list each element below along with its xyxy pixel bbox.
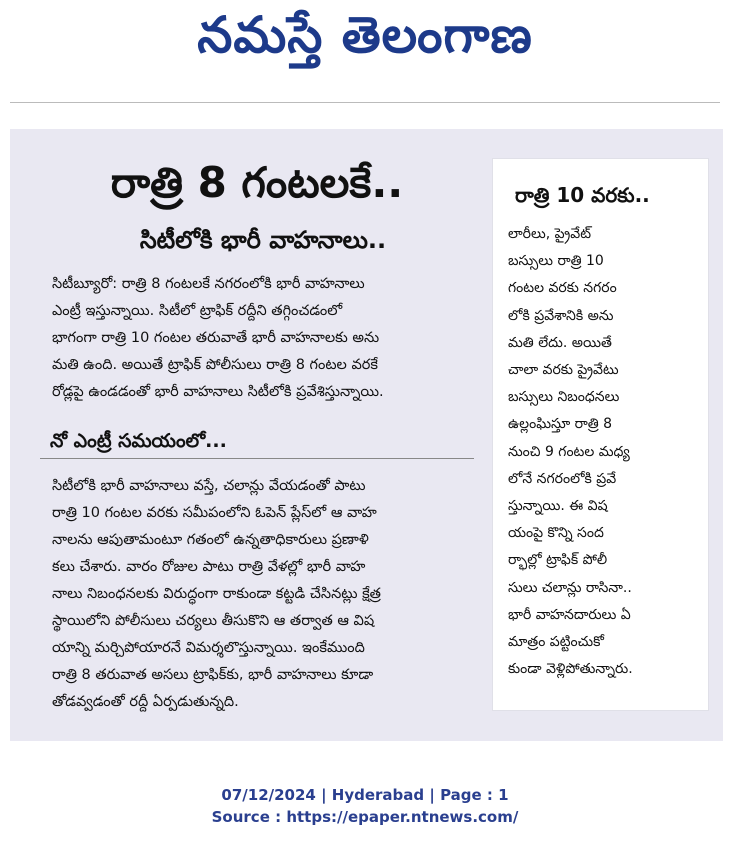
masthead-logo <box>0 5 730 74</box>
footer-date-line: 07/12/2024 | Hyderabad | Page : 1 <box>221 786 509 804</box>
section-divider <box>40 458 474 459</box>
article-subheadline: సిటీలోకి భారీ వాహనాలు.. <box>139 226 387 254</box>
article-paragraph-2: సిటీలోకి భారీ వాహనాలు వస్తే, చలాన్లు వేయడంతో పాటు రాత్రి 10 గంటల వరకు సమీపంలోని ఓపెన్ ప్లేస్‌లో ఆ వాహ నాలను ఆపుతామంటూ గతంలో ఉన్నతాధికారులు ప్రణాళి కలు చేశారు. వారం రోజుల పాటు రాత్రి వేళల్లో భారీ వాహ నాలు నిబంధనలకు విరుద్ధంగా రాకుండా కట్టడి చేసినట్లు క్షేత్ర స్థాయిలోని పోలీసులు చర్యలు తీసుకొని ఆ తర్వాత ఆ విష యాన్ని మర్చిపోయారనే విమర్శలొస్తున్నాయి. ఇంకేముంది రాత్రి 8 తరువాత అసలు ట్రాఫిక్‌కు, భారీ వాహనాలు కూడా తోడవ్వడంతో రద్దీ ఏర్పడుతున్నది. <box>52 478 381 710</box>
sidebar-title: రాత్రి 10 వరకు.. <box>515 183 650 207</box>
article-paragraph-1: సిటీబ్యూరో: రాత్రి 8 గంటలకే నగరంలోకి భారీ వాహనాలు ఎంట్రీ ఇస్తున్నాయి. సిటీలో ట్రాఫిక్ రద్దీని తగ్గించడంలో భాగంగా రాత్రి 10 గంటల తరువాతే భారీ వాహనాలకు అను మతి ఉంది. అయితే ట్రాఫిక్ పోలీసులు రాత్రి 8 గంటల వరకే రోడ్లపై ఉండడంతో భారీ వాహనాలు సిటీలోకి ప్రవేశిస్తున్నాయి. <box>52 276 384 400</box>
sidebar-text: లారీలు, ప్రైవేట్ బస్సులు రాత్రి 10 గంటల వరకు నగరం లోకి ప్రవేశానికి అను మతి లేదు. అయితే చాలా వరకు ప్రైవేటు బస్సులు నిబంధనలు ఉల్లంఘిస్తూ రాత్రి 8 నుంచి 9 గంటల మధ్య లోనే నగరంలోకి ప్రవే స్తున్నాయి. ఈ విష యంపై కొన్ని సంద ర్భాల్లో ట్రాఫిక్ పోలీ సులు చలాన్లు రాసినా.. భారీ వాహనదారులు ఏ మాత్రం పట్టించుకో కుండా వెళ్లిపోతున్నారు. <box>508 226 633 678</box>
masthead-title: నమస్తే తెలంగాణ <box>197 5 533 64</box>
masthead-divider <box>10 102 720 103</box>
article-headline: రాత్రి 8 గంటలకే.. <box>110 158 404 207</box>
footer-source-line: Source : https://epaper.ntnews.com/ <box>211 808 519 826</box>
section-heading: నో ఎంట్రీ సమయంలో... <box>50 430 227 452</box>
